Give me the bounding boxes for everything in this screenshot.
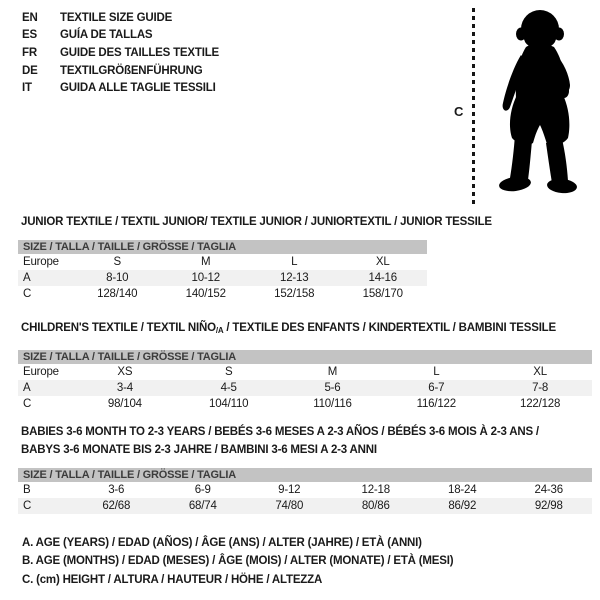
size-cell: M bbox=[201, 256, 211, 268]
junior-table bbox=[18, 240, 427, 302]
size-cell: 80/86 bbox=[361, 500, 390, 512]
row-label: Europe bbox=[23, 366, 59, 378]
size-cell: XS bbox=[117, 366, 133, 378]
size-cell: 12-18 bbox=[361, 484, 390, 496]
table-row bbox=[18, 396, 592, 412]
lang-code: IT bbox=[22, 82, 32, 95]
size-cell: 5-6 bbox=[324, 382, 341, 394]
size-cell: 9-12 bbox=[278, 484, 301, 496]
lang-row-it bbox=[22, 79, 219, 97]
table-row bbox=[18, 482, 592, 498]
children-title-subscript: /A bbox=[215, 326, 224, 335]
babies-size-header: SIZE / TALLA / TAILLE / GRÖSSE / TAGLIA bbox=[18, 468, 592, 482]
row-label: Europe bbox=[23, 256, 59, 268]
footnote-b: B. AGE (MONTHS) / EDAD (MESES) / ÂGE (MOIS) / ALTER (MONATE) / ETÀ (MESI) bbox=[22, 555, 454, 568]
row-label: C bbox=[23, 398, 32, 410]
size-cell: 74/80 bbox=[275, 500, 304, 512]
size-cell: XL bbox=[375, 256, 390, 268]
table-row bbox=[18, 286, 427, 302]
language-header bbox=[22, 9, 219, 97]
size-cell: 140/152 bbox=[185, 288, 226, 300]
table-row bbox=[18, 364, 592, 380]
size-cell: 92/98 bbox=[534, 500, 563, 512]
lang-row-fr bbox=[22, 44, 219, 62]
baby-silhouette-icon bbox=[483, 4, 593, 206]
lang-title: GUIDE DES TAILLES TEXTILE bbox=[60, 46, 219, 59]
children-table bbox=[18, 350, 592, 412]
size-cell: 6-9 bbox=[194, 484, 211, 496]
children-title-suffix: / TEXTILE DES ENFANTS / KINDERTEXTIL / BAMBINI TESSILE bbox=[223, 322, 556, 334]
size-cell: 18-24 bbox=[448, 484, 477, 496]
row-label: A bbox=[23, 272, 31, 284]
size-cell: L bbox=[433, 366, 440, 378]
size-cell: 98/104 bbox=[107, 398, 142, 410]
lang-row-es bbox=[22, 27, 219, 45]
lang-title: TEXTILGRÖßENFÜHRUNG bbox=[60, 64, 203, 77]
size-cell: 158/170 bbox=[362, 288, 403, 300]
row-label: C bbox=[23, 500, 32, 512]
footnote-a: A. AGE (YEARS) / EDAD (AÑOS) / ÂGE (ANS) / ALTER (JAHRE) / ETÀ (ANNI) bbox=[22, 537, 422, 549]
children-size-header: SIZE / TALLA / TAILLE / GRÖSSE / TAGLIA bbox=[18, 350, 592, 364]
table-row bbox=[18, 270, 427, 286]
children-title-prefix: CHILDREN'S TEXTILE / TEXTIL NIÑO bbox=[21, 322, 216, 334]
lang-title: GUÍA DE TALLAS bbox=[60, 29, 153, 42]
size-cell: 8-10 bbox=[106, 272, 129, 284]
size-cell: 24-36 bbox=[534, 484, 563, 496]
size-cell: 68/74 bbox=[188, 500, 217, 512]
babies-table bbox=[18, 468, 592, 514]
size-cell: 12-13 bbox=[280, 272, 309, 284]
row-label: B bbox=[23, 484, 31, 496]
babies-table-title-line1: BABIES 3-6 MONTH TO 2-3 YEARS / BEBÉS 3-6 MESES A 2-3 AÑOS / BÉBÉS 3-6 MOIS À 2-3 ANS / bbox=[21, 426, 539, 438]
size-cell: M bbox=[327, 366, 338, 378]
lang-code: FR bbox=[22, 46, 37, 59]
row-label: C bbox=[23, 288, 32, 300]
height-measure-label: C bbox=[454, 104, 464, 119]
size-cell: L bbox=[291, 256, 298, 268]
size-cell: 3-4 bbox=[116, 382, 133, 394]
size-cell: 104/110 bbox=[209, 398, 249, 410]
lang-code: EN bbox=[22, 11, 38, 24]
size-cell: 7-8 bbox=[532, 382, 549, 394]
lang-row-de bbox=[22, 62, 219, 80]
lang-title: GUIDA ALLE TAGLIE TESSILI bbox=[60, 82, 216, 95]
size-cell: 4-5 bbox=[220, 382, 237, 394]
footnotes bbox=[22, 537, 453, 592]
footnote-c: C. (cm) HEIGHT / ALTURA / HAUTEUR / HÖHE / ALTEZZA bbox=[22, 573, 323, 586]
size-cell: 128/140 bbox=[97, 288, 138, 300]
size-cell: 86/92 bbox=[448, 500, 477, 512]
size-cell: 14-16 bbox=[368, 272, 397, 284]
junior-table-title: JUNIOR TEXTILE / TEXTIL JUNIOR/ TEXTILE JUNIOR / JUNIORTEXTIL / JUNIOR TESSILE bbox=[21, 216, 492, 228]
junior-size-header: SIZE / TALLA / TAILLE / GRÖSSE / TAGLIA bbox=[18, 240, 427, 254]
height-measure-line bbox=[472, 8, 475, 205]
size-cell: 62/68 bbox=[102, 500, 131, 512]
size-cell: S bbox=[224, 366, 233, 378]
table-row bbox=[18, 380, 592, 396]
lang-code: DE bbox=[22, 64, 38, 77]
size-cell: S bbox=[113, 256, 121, 268]
children-table-title bbox=[21, 322, 556, 335]
lang-title: TEXTILE SIZE GUIDE bbox=[60, 11, 173, 24]
size-cell: 6-7 bbox=[428, 382, 445, 394]
size-cell: 110/116 bbox=[313, 398, 352, 410]
lang-code: ES bbox=[22, 29, 37, 42]
size-cell: 116/122 bbox=[416, 398, 456, 410]
row-label: A bbox=[23, 382, 31, 394]
table-row bbox=[18, 254, 427, 270]
lang-row-en bbox=[22, 9, 219, 27]
size-cell: XL bbox=[533, 366, 547, 378]
table-row bbox=[18, 498, 592, 514]
size-cell: 3-6 bbox=[108, 484, 125, 496]
babies-table-title-line2: BABYS 3-6 MONATE BIS 2-3 JAHRE / BAMBINI 3-6 MESI A 2-3 ANNI bbox=[21, 444, 377, 456]
size-cell: 152/158 bbox=[274, 288, 315, 300]
size-cell: 10-12 bbox=[191, 272, 220, 284]
size-cell: 122/128 bbox=[520, 398, 561, 410]
